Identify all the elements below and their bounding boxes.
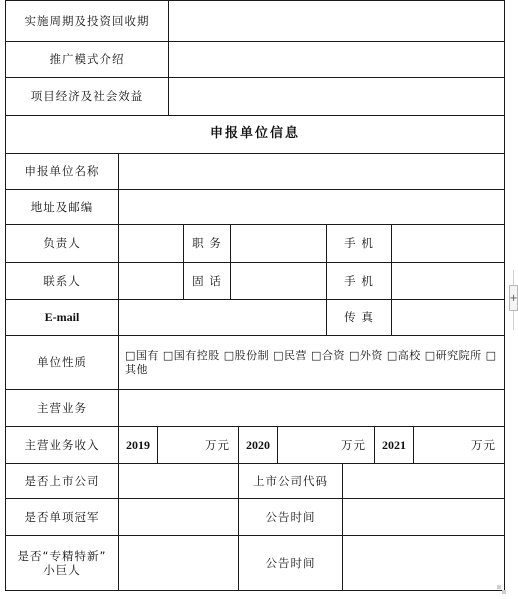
field-business[interactable] xyxy=(118,389,505,427)
label-little-giant-line1: 是否“专精特新” xyxy=(17,548,107,563)
label-fax: 传 真 xyxy=(326,299,392,336)
label-promotion: 推广模式介绍 xyxy=(5,41,169,78)
field-income-2021[interactable]: 万元 xyxy=(413,426,505,464)
field-promotion[interactable] xyxy=(168,41,505,78)
income-year-2020: 2020 xyxy=(238,426,278,464)
field-fax[interactable] xyxy=(391,299,505,336)
label-champion-time: 公告时间 xyxy=(238,498,343,536)
table-resize-handle-icon[interactable]: + xyxy=(509,285,518,311)
field-little-giant-time[interactable] xyxy=(342,535,505,591)
field-landline[interactable] xyxy=(230,262,327,300)
label-email: E-mail xyxy=(5,299,119,336)
field-champion[interactable] xyxy=(118,498,239,536)
label-period: 实施周期及投资回收期 xyxy=(5,0,169,42)
field-mobile-1[interactable] xyxy=(391,224,505,263)
field-benefit[interactable] xyxy=(168,77,505,116)
field-mobile-2[interactable] xyxy=(391,262,505,300)
label-business: 主营业务 xyxy=(5,389,119,427)
field-position[interactable] xyxy=(230,224,327,263)
field-listed[interactable] xyxy=(118,463,239,499)
label-address: 地址及邮编 xyxy=(5,189,119,225)
label-responsible: 负责人 xyxy=(5,224,119,263)
income-year-2019: 2019 xyxy=(118,426,158,464)
field-address[interactable] xyxy=(118,189,505,225)
field-unit-name[interactable] xyxy=(118,153,505,190)
label-mobile-1: 手 机 xyxy=(326,224,392,263)
field-responsible[interactable] xyxy=(118,224,184,263)
label-mobile-2: 手 机 xyxy=(326,262,392,300)
label-listed: 是否上市公司 xyxy=(5,463,119,499)
field-period[interactable] xyxy=(168,0,505,42)
field-email[interactable] xyxy=(118,299,327,336)
label-little-giant xyxy=(5,535,119,591)
field-income-2020[interactable]: 万元 xyxy=(277,426,375,464)
label-listed-code: 上市公司代码 xyxy=(238,463,343,499)
field-champion-time[interactable] xyxy=(342,498,505,536)
field-little-giant[interactable] xyxy=(118,535,239,591)
unit-type-checkbox-group[interactable]: □国有 □国有控股 □股份制 □民营 □合资 □外资 □高校 □研究院所 □其他 xyxy=(118,335,505,390)
label-contact: 联系人 xyxy=(5,262,119,300)
label-unit-type: 单位性质 xyxy=(5,335,119,390)
field-income-2019[interactable]: 万元 xyxy=(157,426,239,464)
table-corner-resize-icon[interactable] xyxy=(495,583,507,595)
label-little-giant-line2: 小巨人 xyxy=(43,563,81,577)
label-little-giant-time: 公告时间 xyxy=(238,535,343,591)
label-position: 职 务 xyxy=(183,224,231,263)
label-champion: 是否单项冠军 xyxy=(5,498,119,536)
income-year-2021: 2021 xyxy=(374,426,414,464)
label-income: 主营业务收入 xyxy=(5,426,119,464)
label-unit-name: 申报单位名称 xyxy=(5,153,119,190)
label-benefit: 项目经济及社会效益 xyxy=(5,77,169,116)
application-form-table xyxy=(5,0,505,591)
label-landline: 固 话 xyxy=(183,262,231,300)
field-contact[interactable] xyxy=(118,262,184,300)
section-title: 申报单位信息 xyxy=(5,115,505,154)
field-listed-code[interactable] xyxy=(342,463,505,499)
